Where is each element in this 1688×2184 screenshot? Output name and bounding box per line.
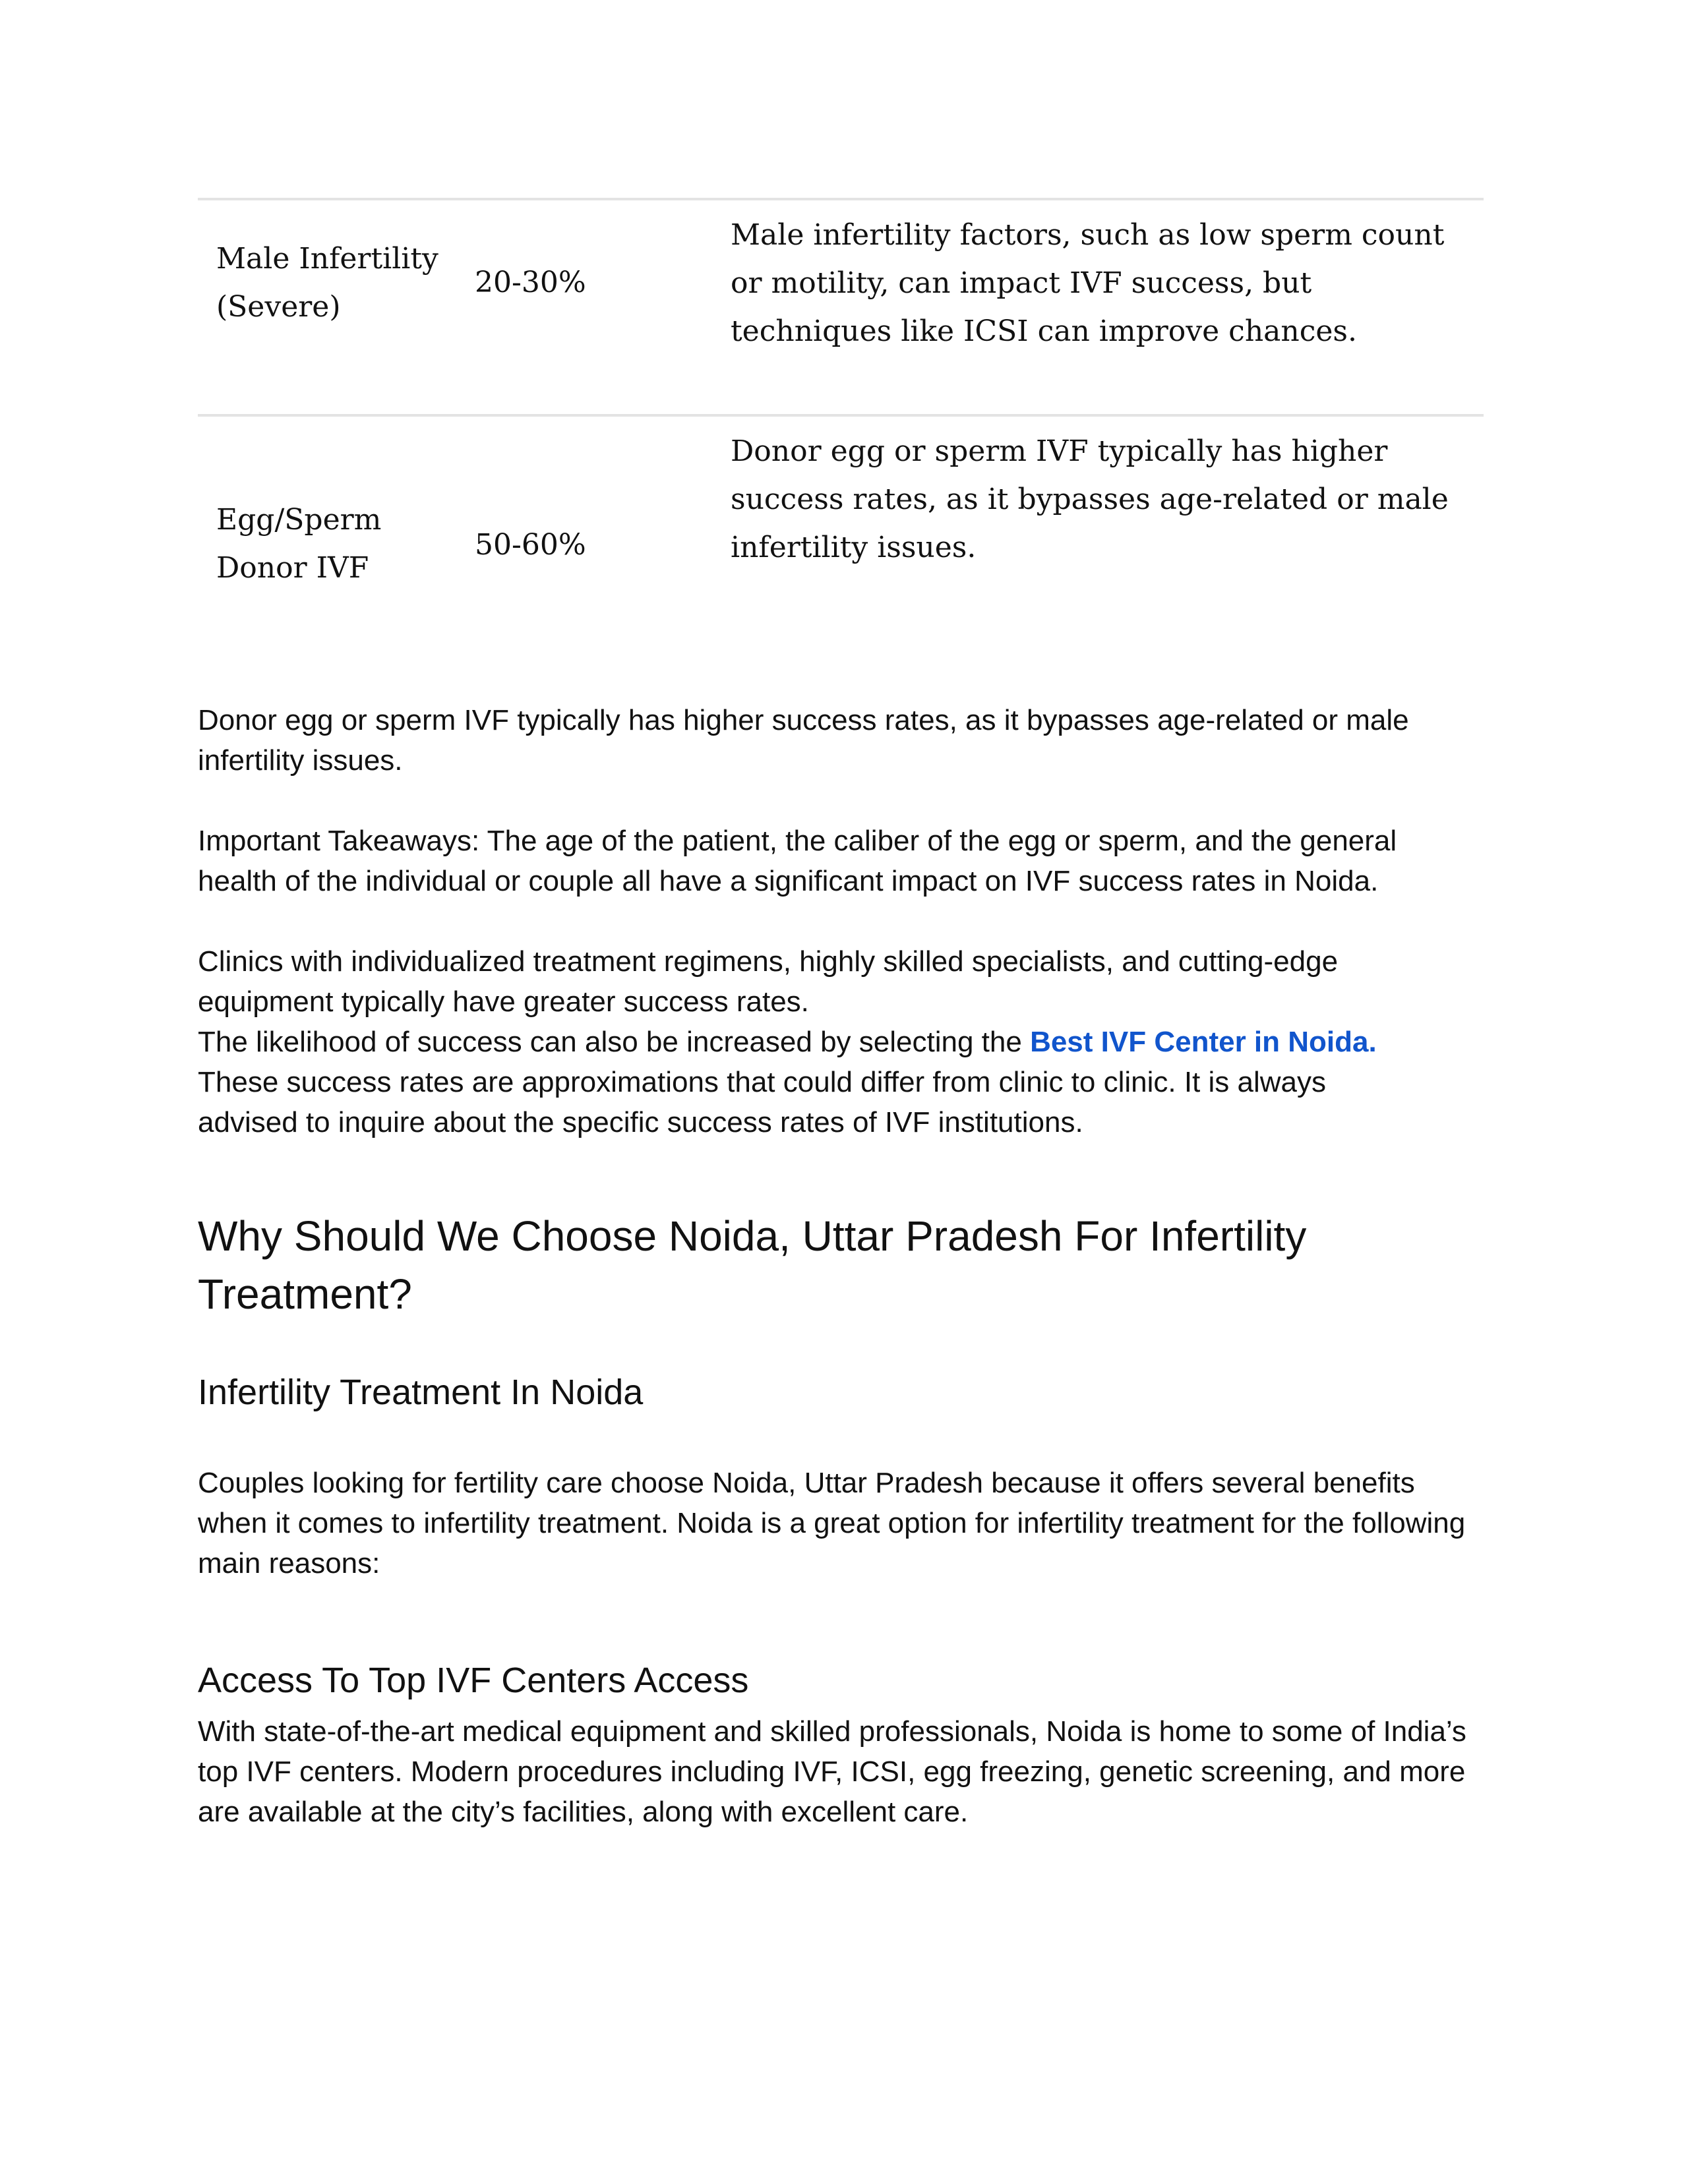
clinics-paragraph bbox=[198, 941, 1470, 1142]
takeaways-paragraph: Important Takeaways: The age of the patient, the caliber of the egg or sperm, and the general health of the individual or couple all have a significant impact on IVF success rates in Noida. bbox=[198, 825, 1397, 897]
success-rate-table bbox=[198, 198, 1484, 667]
intro-paragraph: Couples looking for fertility care choose Noida, Uttar Pradesh because it offers several benefits when it comes to infertility treatment. Noida is a great option for infertility treatment for the following main reasons: bbox=[198, 1467, 1466, 1579]
access-paragraph: With state-of-the-art medical equipment and skilled professionals, Noida is home to some of India’s top IVF centers. Modern procedures including IVF, ICSI, egg freezing, genetic screening, and more are available at the city’s facilities, along with excellent care. bbox=[198, 1715, 1466, 1828]
table-cell-factor: Male Infertility (Severe) bbox=[216, 242, 438, 324]
table-row bbox=[198, 414, 1484, 667]
subheading-access-ivf-centers: Access To Top IVF Centers Access bbox=[198, 1661, 749, 1700]
best-center-text: The likelihood of success can also be increased by selecting the bbox=[198, 1026, 1031, 1058]
section-heading: Why Should We Choose Noida, Uttar Pradesh For Infertility Treatment? bbox=[198, 1212, 1307, 1318]
donor-paragraph: Donor egg or sperm IVF typically has higher success rates, as it bypasses age-related or male infertility issues. bbox=[198, 704, 1409, 777]
best-ivf-center-link[interactable]: Best IVF Center in Noida. bbox=[1030, 1026, 1377, 1058]
clinics-line: Clinics with individualized treatment regimens, highly skilled specialists, and cutting-edge equipment typically have greater success rates. bbox=[198, 945, 1339, 1018]
approximation-line: These success rates are approximations that could differ from clinic to clinic. It is always advised to inquire about the specific success rates of IVF institutions. bbox=[198, 1066, 1326, 1138]
table-cell-factor: Egg/Sperm Donor IVF bbox=[216, 503, 382, 585]
table-cell-description: Male infertility factors, such as low sperm count or motility, can impact IVF success, but techniques like ICSI can improve chances. bbox=[731, 218, 1445, 348]
table-cell-rate: 50-60% bbox=[475, 528, 586, 562]
subheading-infertility-treatment: Infertility Treatment In Noida bbox=[198, 1372, 644, 1412]
table-row bbox=[198, 198, 1484, 414]
table-cell-description: Donor egg or sperm IVF typically has higher success rates, as it bypasses age-related or male infertility issues. bbox=[731, 434, 1449, 564]
document-page bbox=[198, 198, 1484, 1832]
best-center-line bbox=[198, 1022, 1470, 1062]
table-cell-rate: 20-30% bbox=[475, 266, 586, 299]
